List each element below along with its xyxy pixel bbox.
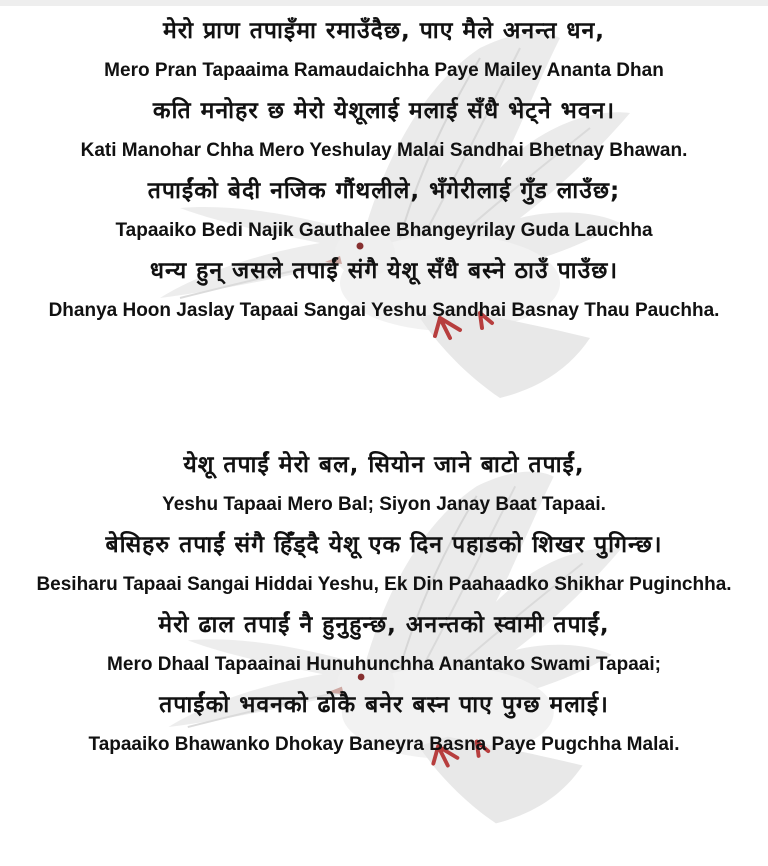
romanized-line: Mero Dhaal Tapaainai Hunuhunchha Anantako Swami Tapaai; [107, 654, 661, 675]
nepali-line: मेरो ढाल तपाईं नै हुनुहुन्छ, अनन्तको स्वामी तपाईं, [158, 612, 610, 638]
romanized-line: Kati Manohar Chha Mero Yeshulay Malai Sandhai Bhetnay Bhawan. [80, 140, 688, 161]
romanized-line: Yeshu Tapaai Mero Bal; Siyon Janay Baat Tapaai. [162, 494, 606, 515]
top-strip [0, 0, 768, 6]
nepali-line: तपाईंको बेदी नजिक गौंथलीले, भँगेरीलाई गुँड लाउँछ; [147, 178, 621, 204]
nepali-line: तपाईंको भवनको ढोकै बनेर बस्न पाए पुग्छ मलाई। [159, 692, 609, 718]
romanized-line: Mero Pran Tapaaima Ramaudaichha Paye Mailey Ananta Dhan [104, 60, 664, 81]
nepali-line: बेसिहरु तपाईं संगै हिँड्दै येशू एक दिन पहाडको शिखर पुगिन्छ। [105, 532, 663, 558]
nepali-line: कति मनोहर छ मेरो येशूलाई मलाई सँधै भेट्ने भवन। [152, 98, 616, 124]
nepali-line: येशू तपाईं मेरो बल, सियोन जाने बाटो तपाईं, [183, 452, 585, 478]
romanized-line: Besiharu Tapaai Sangai Hiddai Yeshu, Ek Din Paahaadko Shikhar Puginchha. [36, 574, 732, 595]
romanized-line: Dhanya Hoon Jaslay Tapaai Sangai Yeshu Sandhai Basnay Thau Pauchha. [48, 300, 720, 321]
verse-2 [0, 444, 768, 764]
verse-1 [0, 10, 768, 330]
romanized-line: Tapaaiko Bhawanko Dhokay Baneyra Basna Paye Pugchha Malai. [88, 734, 680, 755]
romanized-line: Tapaaiko Bedi Najik Gauthalee Bhangeyrilay Guda Lauchha [115, 220, 653, 241]
nepali-line: मेरो प्राण तपाइँमा रमाउँदैछ, पाए मैले अनन्त धन, [162, 18, 606, 44]
nepali-line: धन्य हुन् जसले तपाईं संगै येशू सँधै बस्ने ठाउँ पाउँछ। [149, 258, 619, 284]
